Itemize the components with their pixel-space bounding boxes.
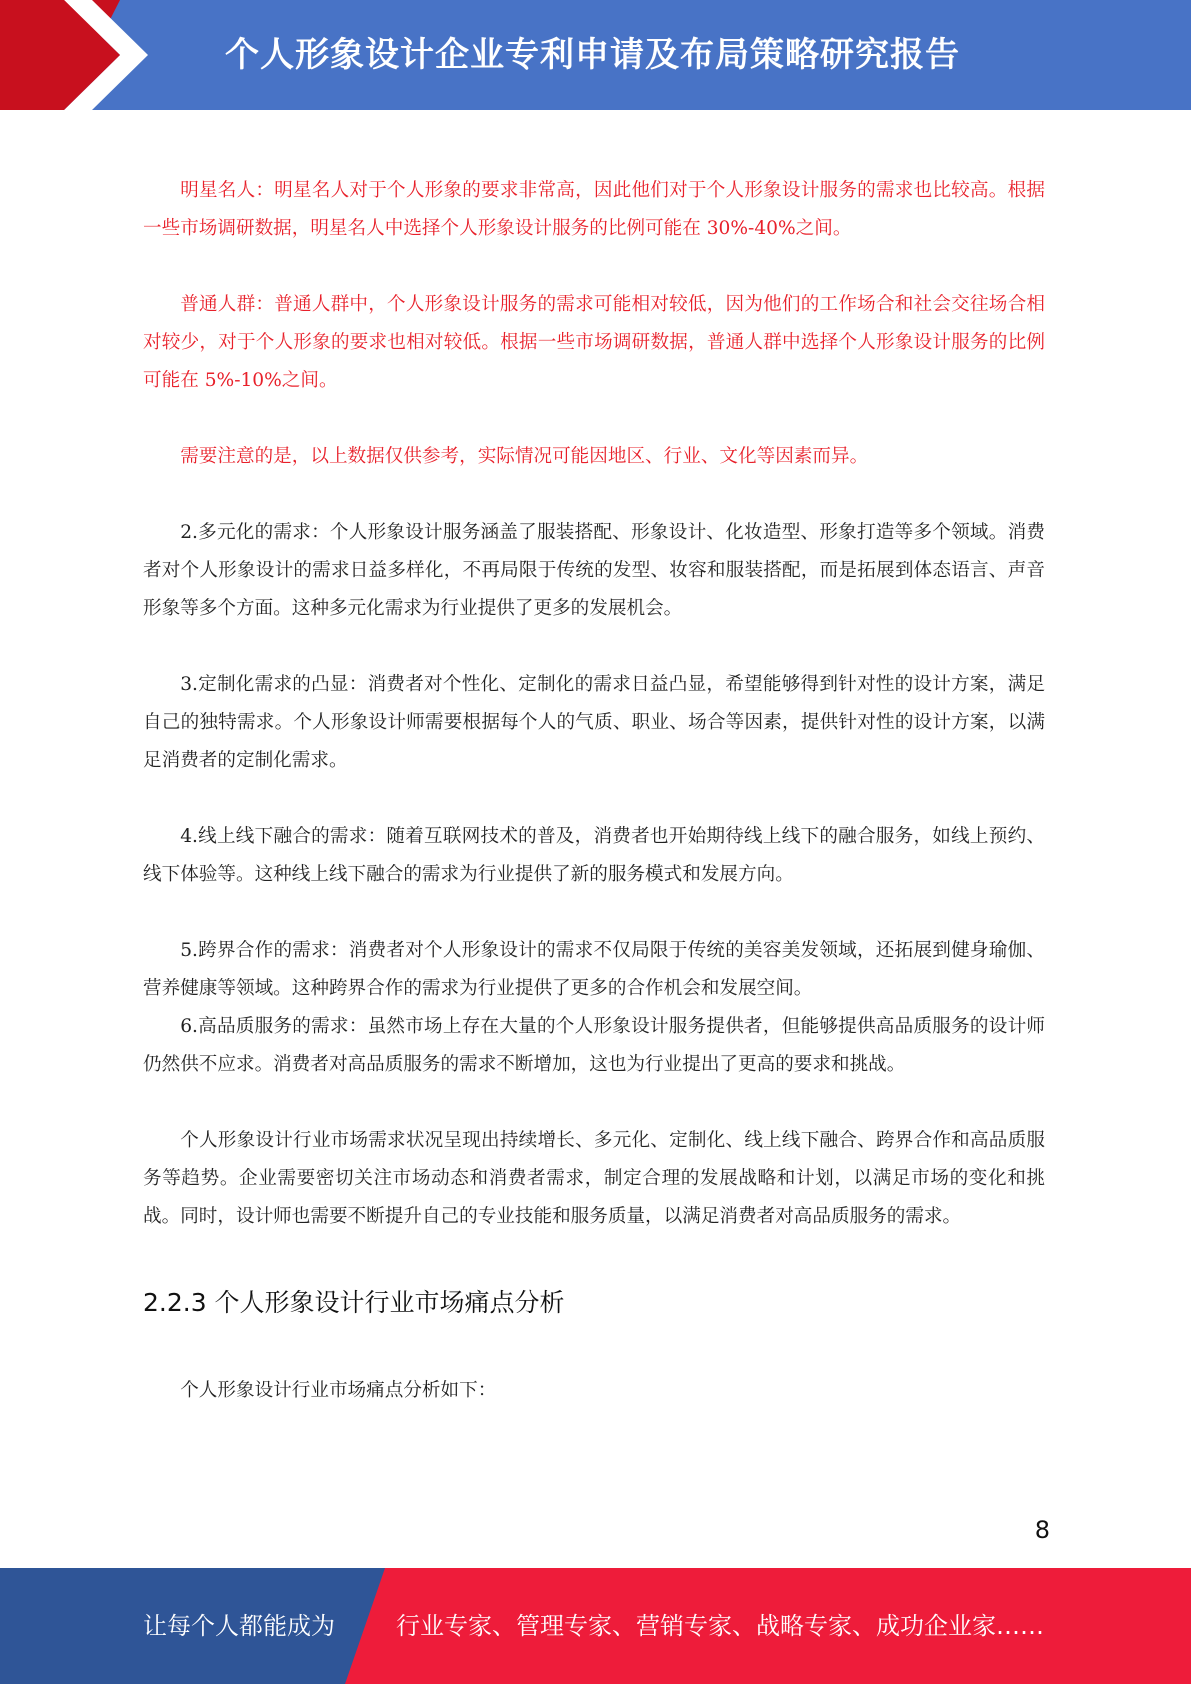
paragraph-item-5: 5.跨界合作的需求：消费者对个人形象设计的需求不仅局限于传统的美容美发领域，还拓展到健身瑜伽、营养健康等领域。这种跨界合作的需求为行业提供了更多的合作机会和发展空间。 [143,940,1045,999]
document-body [143,172,1045,1410]
paragraph-ordinary-people: 普通人群：普通人群中，个人形象设计服务的需求可能相对较低，因为他们的工作场合和社会交往场合相对较少，对于个人形象的要求也相对较低。根据一些市场调研数据，普通人群中选择个人形象设计服务的比例可能在 5%-10%之间。 [143,294,1045,391]
paragraph-summary: 个人形象设计行业市场需求状况呈现出持续增长、多元化、定制化、线上线下融合、跨界合作和高品质服务等趋势。企业需要密切关注市场动态和消费者需求，制定合理的发展战略和计划，以满足市场的变化和挑战。同时，设计师也需要不断提升自己的专业技能和服务质量，以满足消费者对高品质服务的需求。 [143,1130,1045,1227]
section-heading: 2.2.3 个人形象设计行业市场痛点分析 [143,1288,565,1317]
paragraph-note: 需要注意的是，以上数据仅供参考，实际情况可能因地区、行业、文化等因素而异。 [180,446,869,467]
header-banner [0,0,1191,110]
footer-banner [0,1568,1191,1684]
report-title: 个人形象设计企业专利申请及布局策略研究报告 [225,35,960,75]
page-number: 8 [1034,1516,1050,1544]
paragraph-item-4: 4.线上线下融合的需求：随着互联网技术的普及，消费者也开始期待线上线下的融合服务，如线上预约、线下体验等。这种线上线下融合的需求为行业提供了新的服务模式和发展方向。 [143,826,1045,885]
paragraph-item-6: 6.高品质服务的需求：虽然市场上存在大量的个人形象设计服务提供者，但能够提供高品质服务的设计师仍然供不应求。消费者对高品质服务的需求不断增加，这也为行业提出了更高的要求和挑战。 [143,1016,1045,1075]
paragraph-pain-intro: 个人形象设计行业市场痛点分析如下： [180,1380,497,1401]
footer-slogan-left: 让每个人都能成为 [143,1612,335,1640]
paragraph-celebrities: 明星名人：明星名人对于个人形象的要求非常高，因此他们对于个人形象设计服务的需求也比较高。根据一些市场调研数据，明星名人中选择个人形象设计服务的比例可能在 30%-40%之间。 [143,180,1045,239]
footer-slogan-right: 行业专家、管理专家、营销专家、战略专家、成功企业家…… [396,1612,1044,1640]
paragraph-item-3: 3.定制化需求的凸显：消费者对个性化、定制化的需求日益凸显，希望能够得到针对性的设计方案，满足自己的独特需求。个人形象设计师需要根据每个人的气质、职业、场合等因素，提供针对性的设计方案，以满足消费者的定制化需求。 [143,674,1045,771]
paragraph-item-2: 2.多元化的需求：个人形象设计服务涵盖了服装搭配、形象设计、化妆造型、形象打造等多个领域。消费者对个人形象设计的需求日益多样化，不再局限于传统的发型、妆容和服装搭配，而是拓展到体态语言、声音形象等多个方面。这种多元化需求为行业提供了更多的发展机会。 [143,522,1045,619]
